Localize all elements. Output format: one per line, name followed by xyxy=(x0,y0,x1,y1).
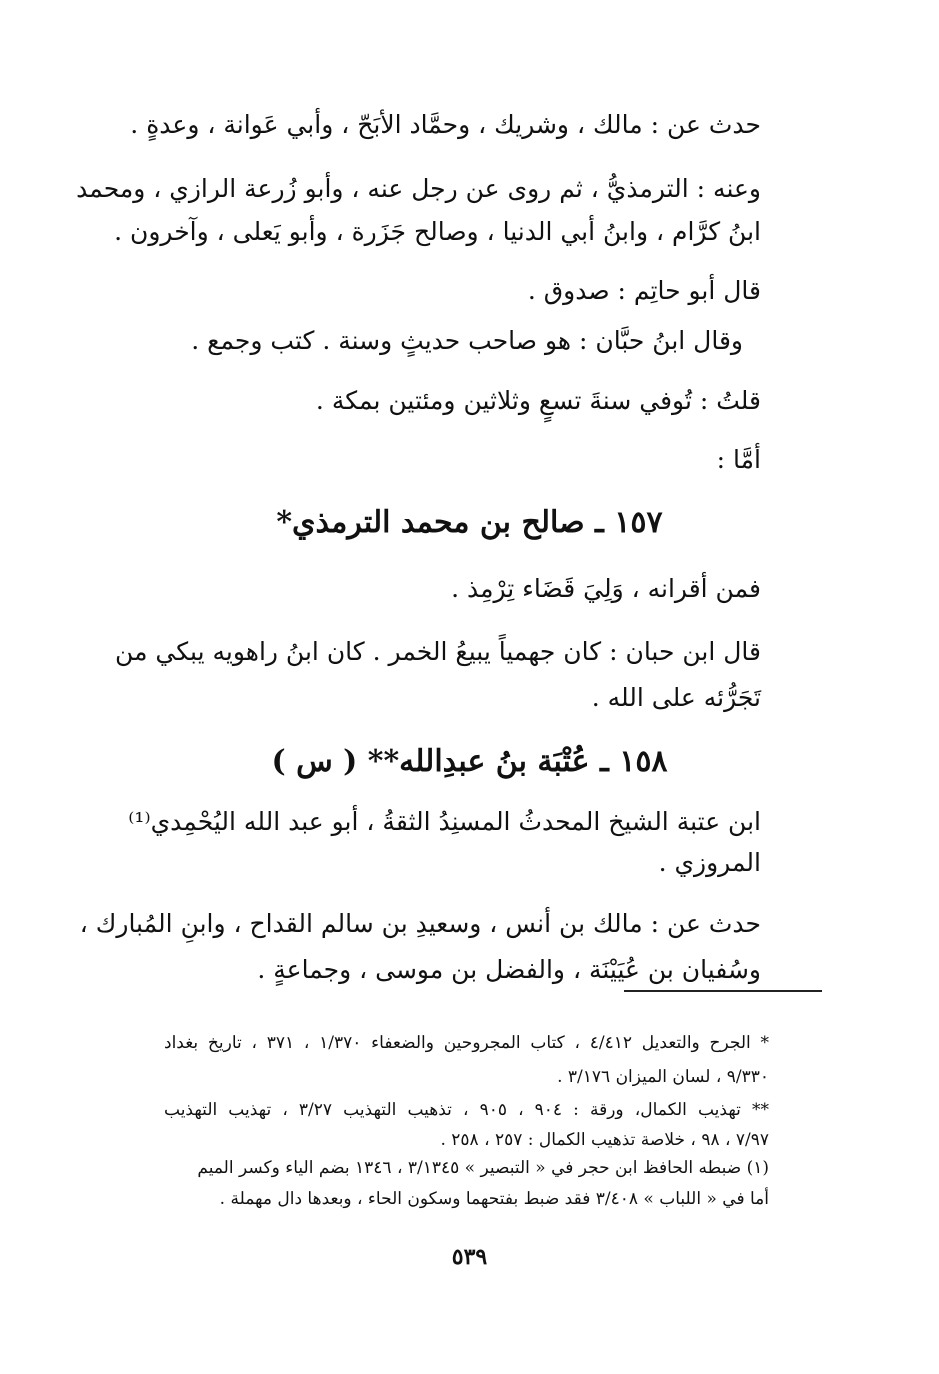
text-line: قال أبو حاتِم : صدوق . xyxy=(527,276,761,305)
footnote-line: ** تهذيب الكمال، ورقة : ٩٠٤ ، ٩٠٥ ، تذهيب التهذيب ٣/٢٧ ، تهذيب التهذيب xyxy=(164,1100,769,1120)
footnote-divider xyxy=(624,990,822,992)
text-line: وعنه : الترمذيُّ ، ثم روى عن رجل عنه ، وأبو زُرعة الرازي ، ومحمد xyxy=(76,174,761,203)
text-line: قلتُ : تُوفي سنةَ تسعٍ وثلاثين ومئتين بمكة . xyxy=(315,386,761,415)
text-line: ابنُ كرَّام ، وابنُ أبي الدنيا ، وصالح جَزَرة ، وأبو يَعلى ، وآخرون . xyxy=(114,217,761,246)
text-line: المروزي . xyxy=(658,848,761,877)
text-line: وقال ابنُ حبَّان : هو صاحب حديثٍ وسنة . كتب وجمع . xyxy=(191,326,743,355)
text-line: قال ابن حبان : كان جهمياً يبيعُ الخمر . كان ابنُ راهويه يبكي من xyxy=(115,637,761,666)
footnote-line: (١) ضبطه الحافظ ابن حجر في « التبصير » ٣/١٣٤٥ ، ١٣٤٦ بضم الياء وكسر الميم xyxy=(197,1158,769,1178)
footnote-line: ٩/٣٣٠ ، لسان الميزان ٣/١٧٦ . xyxy=(557,1067,769,1087)
entry-heading-157: ١٥٧ ـ صالح بن محمد الترمذي* xyxy=(276,505,663,540)
text-line: فمن أقرانه ، وَلِيَ قَضَاء تِرْمِذ . xyxy=(451,574,761,603)
footnote-line: * الجرح والتعديل ٤/٤١٢ ، كتاب المجروحين والضعفاء ١/٣٧٠ ، ٣٧١ ، تاريخ بغداد xyxy=(164,1033,769,1053)
text-line: وسُفيان بن عُيَيْنَة ، والفضل بن موسى ، وجماعةٍ . xyxy=(257,955,761,984)
text-line: حدث عن : مالك بن أنس ، وسعيدِ بن سالم القداح ، وابنِ المُبارك ، xyxy=(79,909,761,938)
text-line: حدث عن : مالك ، وشريك ، وحمَّاد الأبَحّ ، وأبي عَوانة ، وعدةٍ . xyxy=(130,110,761,139)
page-number: ٥٣٩ xyxy=(451,1244,488,1270)
footnote-line: ٧/٩٧ ، ٩٨ ، خلاصة تذهيب الكمال : ٢٥٧ ، ٢٥٨ . xyxy=(440,1130,769,1150)
text-line: تَجَرُّئه على الله . xyxy=(591,683,761,712)
footnote-line: أما في « اللباب » ٣/٤٠٨ فقد ضبط بفتحهما وسكون الحاء ، وبعدها دال مهملة . xyxy=(219,1189,769,1209)
text-line: أمَّا : xyxy=(716,445,761,474)
text-line: ابن عتبة الشيخ المحدثُ المسنِدُ الثقةُ ، أبو عبد الله اليُحْمِدي⁽¹⁾ xyxy=(128,807,761,836)
entry-heading-158: ١٥٨ ـ عُتْبَة بنُ عبدِالله** ( س ) xyxy=(271,744,668,779)
